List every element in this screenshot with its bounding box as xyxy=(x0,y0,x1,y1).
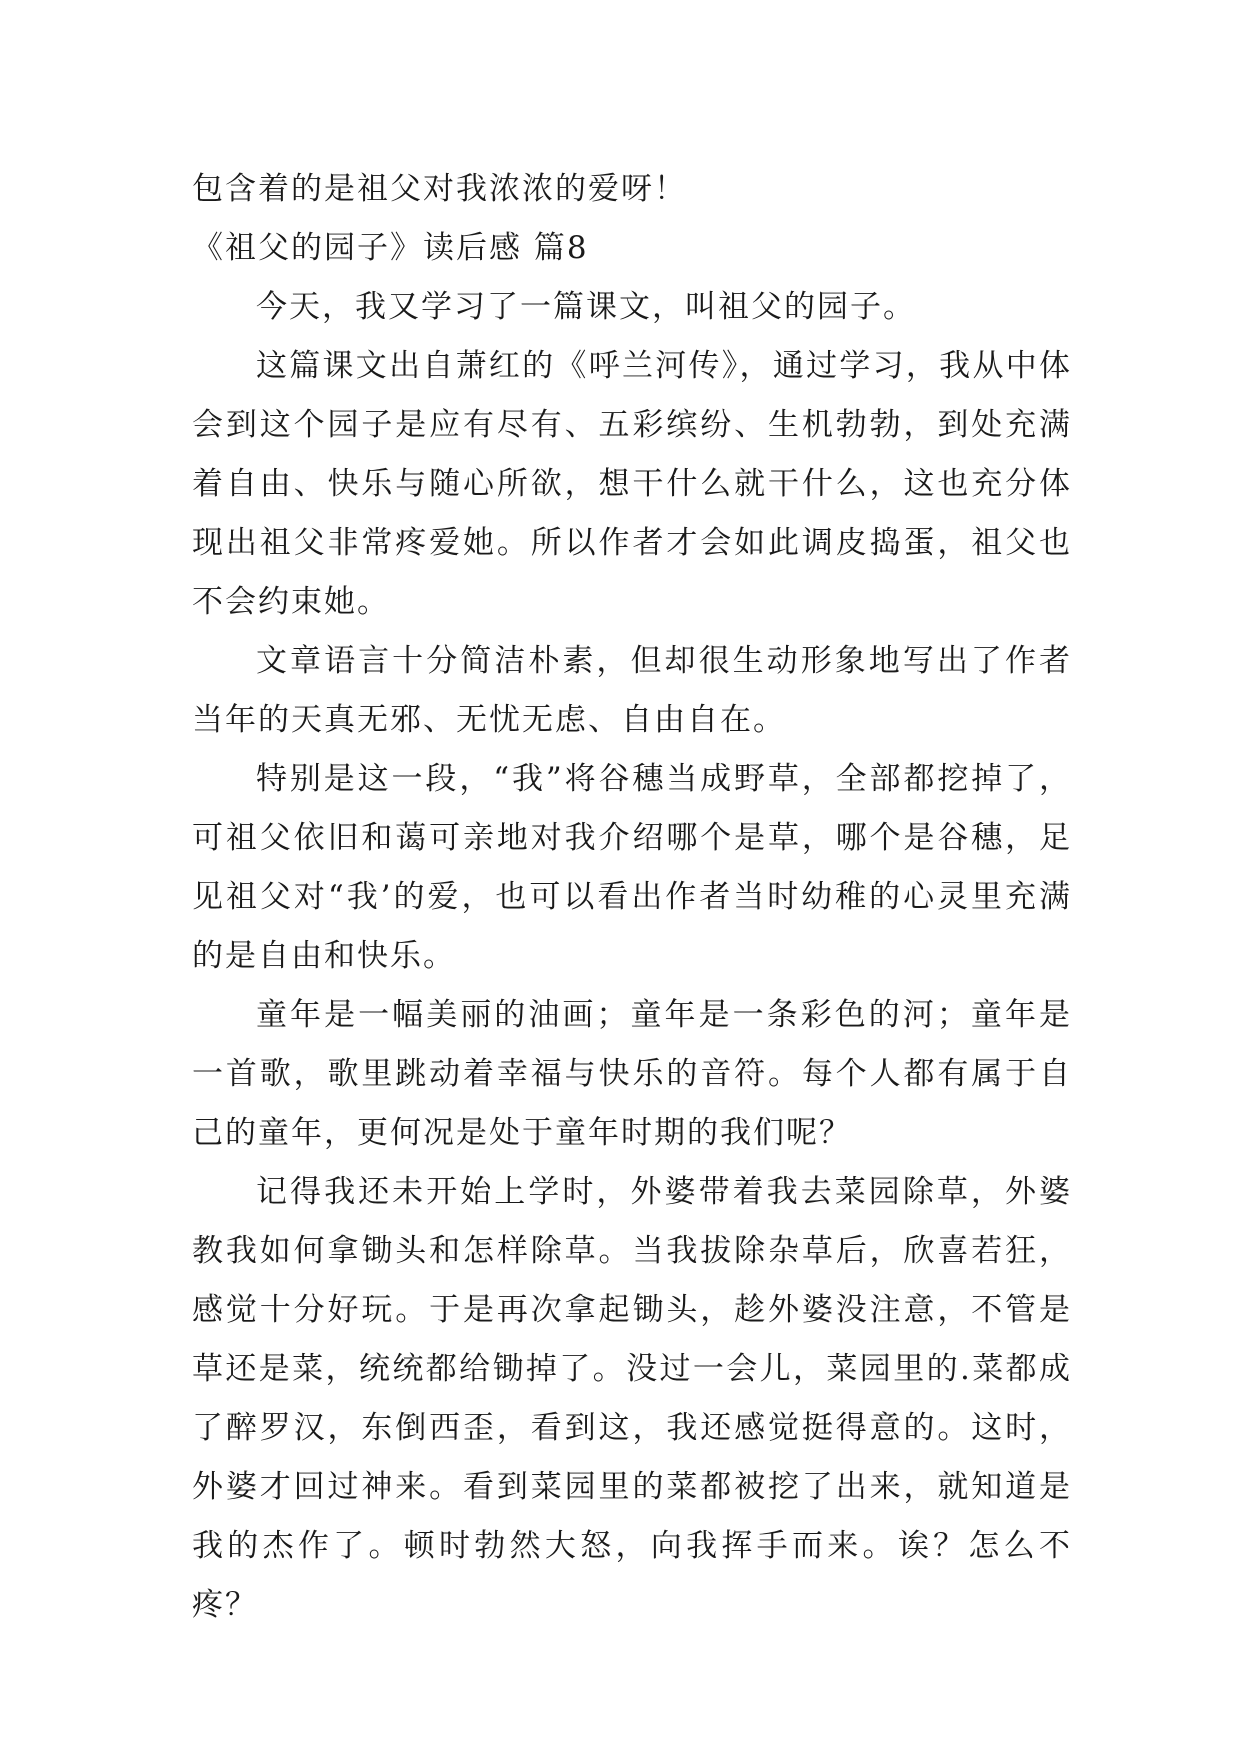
paragraph-5: 童年是一幅美丽的油画；童年是一条彩色的河；童年是一首歌，歌里跳动着幸福与快乐的音符。每个人都有属于自己的童年，更何况是处于童年时期的我们呢？ xyxy=(192,997,1072,1151)
paragraph-3: 文章语言十分简洁朴素，但却很生动形象地写出了作者当年的天真无邪、无忧无虑、自由自在。 xyxy=(192,643,1072,738)
paragraph-4: 特别是这一段，“我”将谷穗当成野草，全部都挖掉了，可祖父依旧和蔼可亲地对我介绍哪个是草，哪个是谷穗，足见祖父对“我’的爱，也可以看出作者当时幼稚的心灵里充满的是自由和快乐。 xyxy=(192,761,1072,974)
paragraph-2: 这篇课文出自萧红的《呼兰河传》，通过学习，我从中体会到这个园子是应有尽有、五彩缤纷、生机勃勃，到处充满着自由、快乐与随心所欲，想干什么就干什么，这也充分体现出祖父非常疼爱她。所以作者才会如此调皮捣蛋，祖父也不会约束她。 xyxy=(192,348,1072,620)
continuation-line: 包含着的是祖父对我浓浓的爱呀！ xyxy=(192,171,687,207)
section-heading: 《祖父的园子》读后感 篇8 xyxy=(192,230,589,266)
paragraph-1: 今天，我又学习了一篇课文，叫祖父的园子。 xyxy=(256,289,916,325)
paragraph-6: 记得我还未开始上学时，外婆带着我去菜园除草，外婆教我如何拿锄头和怎样除草。当我拔除杂草后，欣喜若狂，感觉十分好玩。于是再次拿起锄头，趁外婆没注意，不管是草还是菜，统统都给锄掉了。没过一会儿，菜园里的.菜都成了醉罗汉，东倒西歪，看到这，我还感觉挺得意的。这时，外婆才回过神来。看到菜园里的菜都被挖了出来，就知道是我的杰作了。顿时勃然大怒，向我挥手而来。诶？怎么不疼？ xyxy=(192,1174,1072,1623)
document-body xyxy=(192,160,1072,1635)
